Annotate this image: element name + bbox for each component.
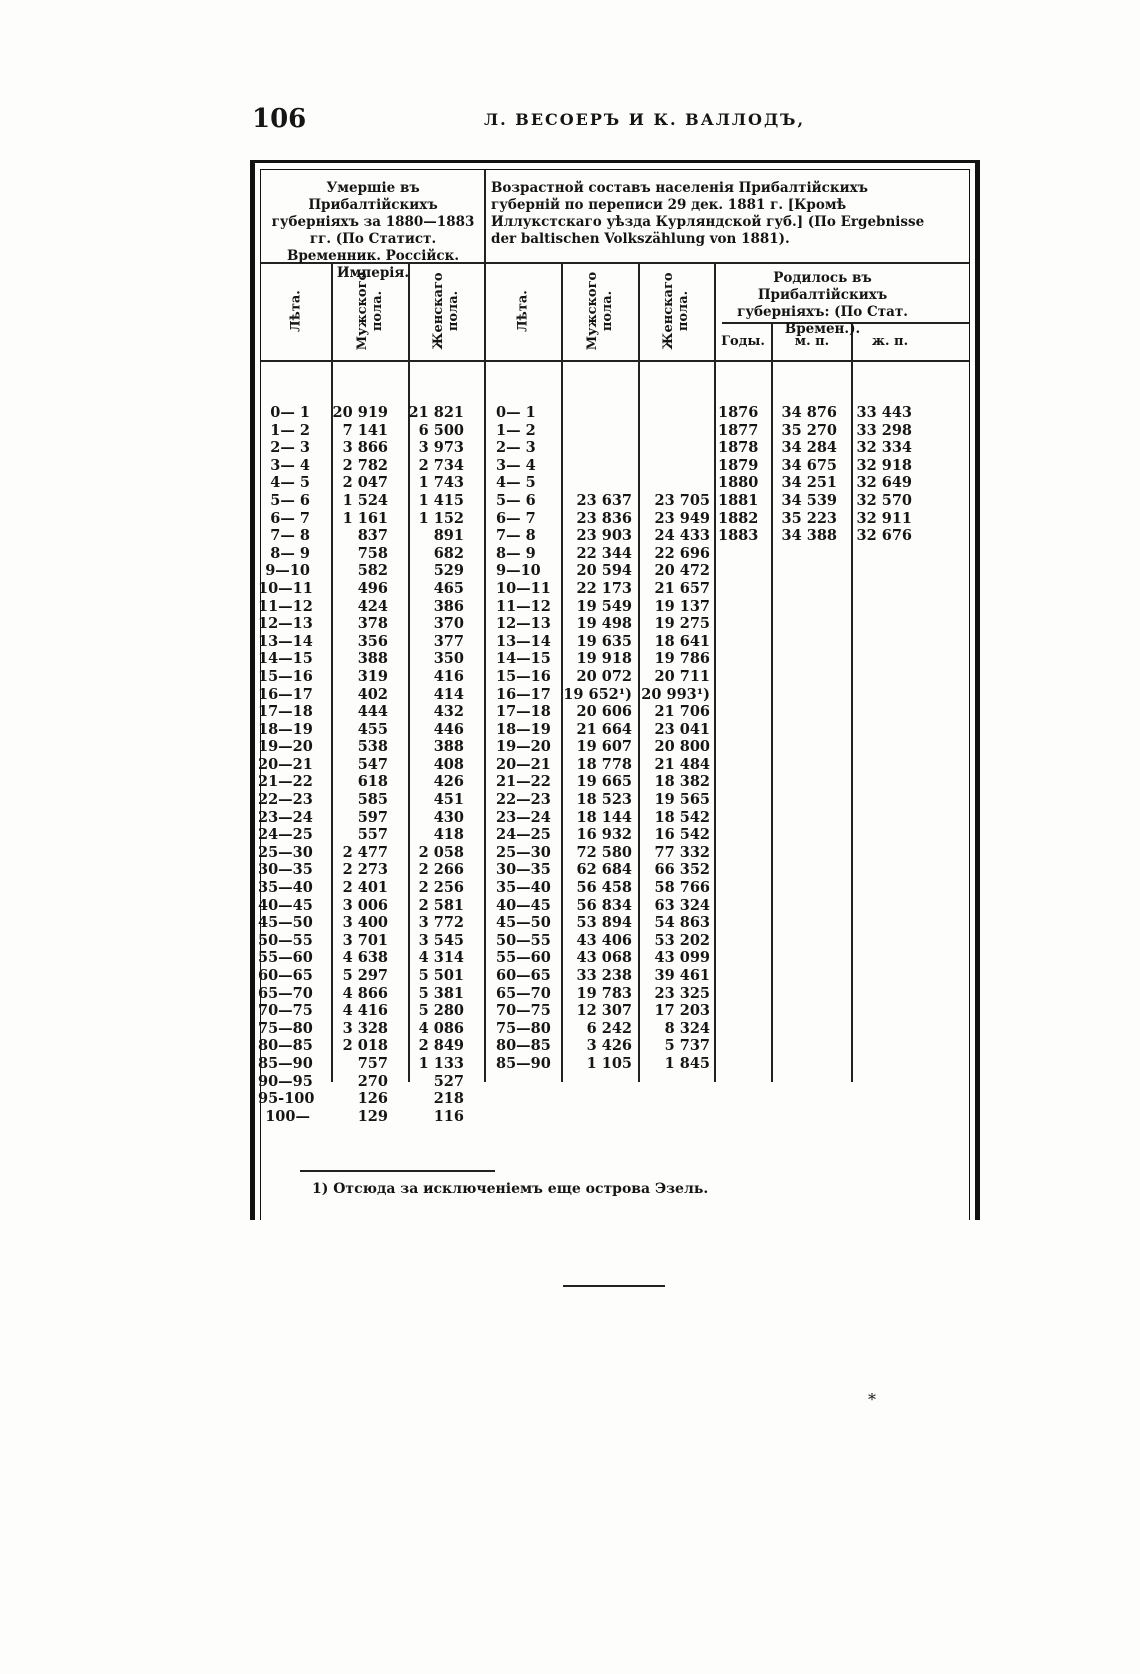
census-male-cell: 20 072 <box>576 667 632 685</box>
deaths-female-cell: 1 415 <box>418 491 464 509</box>
census-age-cell: 55—60 <box>496 949 551 967</box>
deaths-male-cell: 4 416 <box>342 1002 388 1020</box>
deaths-female-cell: 386 <box>433 597 464 615</box>
census-female-cell: 20 472 <box>654 562 710 580</box>
census-male-cell: 19 652¹) <box>563 685 632 703</box>
census-male-cell: 21 664 <box>576 720 632 738</box>
census-male-cell: 53 894 <box>576 914 632 932</box>
census-female-cell: 43 099 <box>654 949 710 967</box>
census-age-cell: 50—55 <box>496 931 551 949</box>
deaths-female-cell: 377 <box>433 632 464 650</box>
deaths-male-cell: 538 <box>357 738 388 756</box>
deaths-male-cell: 402 <box>357 685 388 703</box>
deaths-male-cell: 319 <box>357 667 388 685</box>
deaths-female-cell: 446 <box>433 720 464 738</box>
census-age-cell: 85—90 <box>496 1054 551 1072</box>
deaths-age-cell: 30—35 <box>258 861 313 879</box>
deaths-age-cell: 55—60 <box>258 949 313 967</box>
births-male-cell: 34 251 <box>781 474 837 492</box>
census-male-cell: 56 458 <box>576 879 632 897</box>
census-male-cell: 43 068 <box>576 949 632 967</box>
deaths-male-cell: 582 <box>357 562 388 580</box>
census-male-cell: 19 498 <box>576 615 632 633</box>
census-female-cell: 20 711 <box>654 667 710 685</box>
deaths-age-cell: 10—11 <box>258 579 313 597</box>
births-male-cell: 34 876 <box>781 404 837 421</box>
census-female-cell: 20 993¹) <box>641 685 710 703</box>
deaths-female-cell: 2 256 <box>418 879 464 897</box>
census-age-cell: 2— 3 <box>496 439 536 457</box>
census-female-cell: 58 766 <box>654 879 710 897</box>
births-title: Родилось въ Прибалтійскихъ губерніяхъ: (По Стат. Времен.). <box>737 270 908 337</box>
births-male-cell: 34 539 <box>781 491 837 509</box>
deaths-age-cell: 95-100 <box>258 1090 315 1108</box>
deaths-male-cell: 270 <box>357 1072 388 1090</box>
census-female-cell: 21 706 <box>654 703 710 721</box>
census-male-cell: 19 635 <box>576 632 632 650</box>
deaths-female-cell: 891 <box>433 527 464 545</box>
deaths-female-column <box>406 404 464 1125</box>
deaths-female-cell: 451 <box>433 791 464 809</box>
running-head: Л. ВЕСОЕРЪ И К. ВАЛЛОДЪ, <box>484 110 806 129</box>
deaths-male-cell: 126 <box>357 1090 388 1108</box>
deaths-age-cell: 19—20 <box>258 738 313 756</box>
deaths-female-cell: 5 381 <box>418 984 464 1002</box>
census-female-cell <box>638 474 710 492</box>
census-male-cell: 18 144 <box>576 808 632 826</box>
deaths-female-cell: 3 772 <box>418 914 464 932</box>
deaths-age-cell: 85—90 <box>258 1054 313 1072</box>
deaths-female-cell: 408 <box>433 755 464 773</box>
deaths-male-cell: 597 <box>357 808 388 826</box>
footnote: 1) Отсюда за исключеніемъ еще острова Эзель. <box>312 1181 709 1197</box>
births-male-cell: 34 675 <box>781 456 837 474</box>
census-male-cell <box>560 439 632 457</box>
deaths-male-cell: 3 866 <box>342 439 388 457</box>
births-year-cell: 1882 <box>718 509 759 527</box>
census-female-cell: 18 542 <box>654 808 710 826</box>
census-male-cell: 56 834 <box>576 896 632 914</box>
births-male-cell: 34 388 <box>781 527 837 545</box>
census-female-cell: 5 737 <box>664 1037 710 1055</box>
births-male-cell: 35 223 <box>781 509 837 527</box>
census-male-cell: 62 684 <box>576 861 632 879</box>
deaths-age-cell: 90—95 <box>258 1072 313 1090</box>
census-male-cell: 16 932 <box>576 826 632 844</box>
births-male-cell: 35 270 <box>781 421 837 439</box>
deaths-age-cell: 100— <box>265 1107 310 1125</box>
deaths-female-cell: 465 <box>433 579 464 597</box>
deaths-male-cell: 4 638 <box>342 949 388 967</box>
deaths-age-cell: 75—80 <box>258 1019 313 1037</box>
deaths-age-header: Лѣта. <box>288 290 304 332</box>
deaths-female-cell: 116 <box>433 1107 464 1125</box>
census-male-cell <box>560 457 632 475</box>
deaths-male-cell: 3 701 <box>342 931 388 949</box>
census-female-cell <box>638 422 710 440</box>
deaths-age-cell: 5— 6 <box>270 491 310 509</box>
census-male-cell: 6 242 <box>586 1019 632 1037</box>
census-age-cell: 24—25 <box>496 826 551 844</box>
births-male-column <box>775 404 837 545</box>
section-rule-2 <box>714 262 716 1082</box>
deaths-male-cell: 424 <box>357 597 388 615</box>
deaths-age-cell: 70—75 <box>258 1002 313 1020</box>
deaths-age-cell: 0— 1 <box>270 404 310 421</box>
births-year-cell: 1881 <box>718 491 759 509</box>
census-age-cell: 12—13 <box>496 615 551 633</box>
deaths-female-cell: 2 266 <box>418 861 464 879</box>
census-female-cell: 19 565 <box>654 791 710 809</box>
census-age-cell: 35—40 <box>496 879 551 897</box>
census-male-cell: 19 918 <box>576 650 632 668</box>
census-male-cell: 23 903 <box>576 527 632 545</box>
deaths-male-cell: 2 018 <box>342 1037 388 1055</box>
census-male-cell: 33 238 <box>576 967 632 984</box>
deaths-age-cell: 22—23 <box>258 791 313 809</box>
deaths-female-cell: 350 <box>433 650 464 668</box>
deaths-male-cell: 7 141 <box>342 421 388 439</box>
deaths-male-cell: 5 297 <box>342 967 388 984</box>
census-age-cell: 80—85 <box>496 1037 551 1055</box>
deaths-female-cell: 2 581 <box>418 896 464 914</box>
census-male-cell: 43 406 <box>576 931 632 949</box>
census-male-cell: 18 523 <box>576 791 632 809</box>
column-header-rule <box>261 360 969 362</box>
deaths-male-column <box>330 404 388 1125</box>
deaths-female-cell: 414 <box>433 685 464 703</box>
deaths-age-cell: 35—40 <box>258 879 313 897</box>
deaths-female-cell: 529 <box>433 562 464 580</box>
deaths-age-cell: 9—10 <box>265 562 310 580</box>
census-female-column <box>638 404 710 1073</box>
census-female-cell: 23 705 <box>654 491 710 509</box>
deaths-female-cell: 1 152 <box>418 509 464 527</box>
deaths-male-cell: 3 400 <box>342 914 388 932</box>
census-male-cell: 1 105 <box>586 1054 632 1072</box>
deaths-female-cell: 2 849 <box>418 1037 464 1055</box>
deaths-female-cell: 4 314 <box>418 949 464 967</box>
census-female-cell: 63 324 <box>654 896 710 914</box>
deaths-age-cell: 80—85 <box>258 1037 313 1055</box>
census-male-cell: 72 580 <box>576 843 632 861</box>
births-female-cell: 33 298 <box>856 421 912 439</box>
deaths-age-cell: 15—16 <box>258 667 313 685</box>
births-female-header: ж. п. <box>871 334 909 349</box>
births-year-cell: 1879 <box>718 456 759 474</box>
census-age-cell: 7— 8 <box>496 527 536 545</box>
deaths-male-cell: 2 273 <box>342 861 388 879</box>
births-female-cell: 32 918 <box>856 456 912 474</box>
deaths-male-cell: 758 <box>357 544 388 562</box>
deaths-male-cell: 129 <box>357 1107 388 1125</box>
deaths-male-cell: 757 <box>357 1054 388 1072</box>
census-female-cell <box>638 439 710 457</box>
census-female-cell: 1 845 <box>664 1054 710 1072</box>
census-male-cell: 19 549 <box>576 597 632 615</box>
births-year-cell: 1883 <box>718 527 759 545</box>
census-female-cell: 22 696 <box>654 544 710 562</box>
deaths-female-cell: 370 <box>433 615 464 633</box>
census-age-column <box>496 404 560 1073</box>
census-age-cell: 30—35 <box>496 861 551 879</box>
births-male-cell: 34 284 <box>781 439 837 457</box>
census-age-cell: 6— 7 <box>496 509 536 527</box>
census-age-cell: 5— 6 <box>496 491 536 509</box>
census-female-cell: 8 324 <box>664 1019 710 1037</box>
births-year-cell: 1880 <box>718 474 759 492</box>
census-male-cell: 19 665 <box>576 773 632 791</box>
census-age-cell: 13—14 <box>496 632 551 650</box>
deaths-female-cell: 1 133 <box>418 1054 464 1072</box>
census-age-cell: 19—20 <box>496 738 551 756</box>
births-year-cell: 1877 <box>718 421 759 439</box>
census-age-cell: 65—70 <box>496 984 551 1002</box>
deaths-female-cell: 388 <box>433 738 464 756</box>
census-age-cell: 18—19 <box>496 720 551 738</box>
end-rule <box>563 1285 665 1287</box>
deaths-age-cell: 40—45 <box>258 896 313 914</box>
deaths-male-header: Мужского пола. <box>355 271 385 351</box>
census-age-cell: 10—11 <box>496 579 551 597</box>
deaths-male-cell: 388 <box>357 650 388 668</box>
census-age-cell: 3— 4 <box>496 456 536 474</box>
deaths-male-cell: 444 <box>357 703 388 721</box>
deaths-female-cell: 3 545 <box>418 931 464 949</box>
deaths-age-cell: 18—19 <box>258 720 313 738</box>
deaths-female-cell: 426 <box>433 773 464 791</box>
census-age-cell: 17—18 <box>496 703 551 721</box>
deaths-male-cell: 4 866 <box>342 984 388 1002</box>
census-female-cell: 19 275 <box>654 615 710 633</box>
census-female-cell: 53 202 <box>654 931 710 949</box>
deaths-male-cell: 20 919 <box>332 404 388 421</box>
deaths-age-cell: 24—25 <box>258 826 313 844</box>
deaths-female-cell: 416 <box>433 667 464 685</box>
deaths-male-cell: 1 524 <box>342 491 388 509</box>
census-age-cell: 22—23 <box>496 791 551 809</box>
section-rule-1 <box>484 170 486 1082</box>
census-male-cell: 22 173 <box>576 579 632 597</box>
census-age-cell: 4— 5 <box>496 474 536 492</box>
deaths-male-cell: 557 <box>357 826 388 844</box>
census-age-cell: 8— 9 <box>496 544 536 562</box>
deaths-age-cell: 25—30 <box>258 843 313 861</box>
deaths-male-cell: 837 <box>357 527 388 545</box>
col-rule-5 <box>771 322 773 1082</box>
deaths-male-cell: 618 <box>357 773 388 791</box>
births-female-cell: 33 443 <box>856 404 912 421</box>
census-male-cell: 3 426 <box>586 1037 632 1055</box>
census-female-cell: 77 332 <box>654 843 710 861</box>
deaths-male-cell: 2 782 <box>342 456 388 474</box>
births-male-header: м. п. <box>794 334 830 349</box>
deaths-age-cell: 2— 3 <box>270 439 310 457</box>
census-age-cell: 70—75 <box>496 1002 551 1020</box>
deaths-age-cell: 60—65 <box>258 967 313 984</box>
census-age-header: Лѣта. <box>515 290 531 332</box>
deaths-female-cell: 430 <box>433 808 464 826</box>
deaths-age-cell: 65—70 <box>258 984 313 1002</box>
deaths-male-cell: 2 401 <box>342 879 388 897</box>
deaths-age-cell: 4— 5 <box>270 474 310 492</box>
births-female-cell: 32 334 <box>856 439 912 457</box>
census-male-header: Мужского пола. <box>585 271 615 351</box>
deaths-age-cell: 23—24 <box>258 808 313 826</box>
census-female-cell: 19 786 <box>654 650 710 668</box>
deaths-age-cell: 16—17 <box>258 685 313 703</box>
births-year-cell: 1878 <box>718 439 759 457</box>
census-female-cell <box>638 457 710 475</box>
census-female-cell <box>638 404 710 422</box>
census-female-cell: 39 461 <box>654 967 710 984</box>
census-female-cell: 21 657 <box>654 579 710 597</box>
deaths-female-cell: 5 501 <box>418 967 464 984</box>
deaths-male-cell: 496 <box>357 579 388 597</box>
census-female-cell: 66 352 <box>654 861 710 879</box>
census-male-cell: 20 594 <box>576 562 632 580</box>
census-female-cell: 24 433 <box>654 527 710 545</box>
births-year-header: Годы. <box>721 334 765 349</box>
census-male-cell: 19 607 <box>576 738 632 756</box>
census-male-cell: 20 606 <box>576 703 632 721</box>
deaths-male-cell: 356 <box>357 632 388 650</box>
deaths-age-cell: 45—50 <box>258 914 313 932</box>
census-male-cell <box>560 404 632 422</box>
footnote-rule <box>300 1170 495 1172</box>
census-male-column <box>560 404 632 1073</box>
births-female-cell: 32 911 <box>856 509 912 527</box>
deaths-age-cell: 20—21 <box>258 755 313 773</box>
deaths-male-cell: 547 <box>357 755 388 773</box>
deaths-female-cell: 2 734 <box>418 456 464 474</box>
deaths-age-cell: 17—18 <box>258 703 313 721</box>
births-female-cell: 32 676 <box>856 527 912 545</box>
census-female-cell: 20 800 <box>654 738 710 756</box>
census-female-cell: 18 641 <box>654 632 710 650</box>
births-year-column <box>718 404 768 545</box>
deaths-age-column <box>258 404 315 1125</box>
census-female-cell: 18 382 <box>654 773 710 791</box>
census-male-cell: 23 637 <box>576 491 632 509</box>
deaths-female-cell: 1 743 <box>418 474 464 492</box>
census-male-cell <box>560 422 632 440</box>
census-male-cell <box>560 474 632 492</box>
census-male-cell: 19 783 <box>576 984 632 1002</box>
census-male-cell: 18 778 <box>576 755 632 773</box>
census-male-cell: 12 307 <box>576 1002 632 1020</box>
births-female-cell: 32 649 <box>856 474 912 492</box>
census-age-cell: 75—80 <box>496 1019 551 1037</box>
census-female-cell: 54 863 <box>654 914 710 932</box>
census-age-cell: 14—15 <box>496 650 551 668</box>
deaths-male-cell: 2 047 <box>342 474 388 492</box>
deaths-female-cell: 5 280 <box>418 1002 464 1020</box>
census-age-cell: 25—30 <box>496 843 551 861</box>
deaths-age-cell: 13—14 <box>258 632 313 650</box>
census-female-header: Женскаго пола. <box>661 272 691 350</box>
census-female-cell: 23 325 <box>654 984 710 1002</box>
census-age-cell: 0— 1 <box>496 404 536 421</box>
deaths-female-cell: 21 821 <box>408 404 464 421</box>
stray-mark: * <box>868 1390 876 1409</box>
deaths-female-cell: 527 <box>433 1072 464 1090</box>
deaths-male-cell: 3 006 <box>342 896 388 914</box>
census-age-cell: 20—21 <box>496 755 551 773</box>
census-male-cell: 22 344 <box>576 544 632 562</box>
deaths-male-cell: 378 <box>357 615 388 633</box>
census-age-cell: 15—16 <box>496 667 551 685</box>
census-age-cell: 23—24 <box>496 808 551 826</box>
census-age-cell: 1— 2 <box>496 421 536 439</box>
census-title: Возрастной составъ населенія Прибалтійскихъ губерній по переписи 29 дек. 1881 г. [Кромѣ Иллукстскаго уѣзда Курляндской губ.] (По Ergebnisse der baltischen Volkszählung von 1881). <box>491 180 925 247</box>
census-male-cell: 23 836 <box>576 509 632 527</box>
deaths-age-cell: 12—13 <box>258 615 313 633</box>
deaths-female-cell: 3 973 <box>418 439 464 457</box>
census-female-cell: 23 949 <box>654 509 710 527</box>
deaths-female-cell: 432 <box>433 703 464 721</box>
deaths-age-cell: 8— 9 <box>270 544 310 562</box>
deaths-male-cell: 585 <box>357 791 388 809</box>
census-age-cell: 9—10 <box>496 562 541 580</box>
deaths-female-header: Женскаго пола. <box>431 272 461 350</box>
deaths-age-cell: 14—15 <box>258 650 313 668</box>
deaths-age-cell: 50—55 <box>258 931 313 949</box>
census-age-cell: 60—65 <box>496 967 551 984</box>
deaths-male-cell: 1 161 <box>342 509 388 527</box>
deaths-female-cell: 6 500 <box>418 421 464 439</box>
census-age-cell: 45—50 <box>496 914 551 932</box>
census-age-cell: 40—45 <box>496 896 551 914</box>
census-age-cell: 11—12 <box>496 597 551 615</box>
page-number: 106 <box>252 104 307 134</box>
census-female-cell: 21 484 <box>654 755 710 773</box>
births-female-cell: 32 570 <box>856 491 912 509</box>
census-female-cell: 16 542 <box>654 826 710 844</box>
census-female-cell: 17 203 <box>654 1002 710 1020</box>
deaths-age-cell: 21—22 <box>258 773 313 791</box>
births-year-cell: 1876 <box>718 404 759 421</box>
deaths-title: Умершіе въ Прибалтійскихъ губерніяхъ за 1880—1883 гг. (По Статист. Временник. Россійск. Имперія. <box>271 180 475 281</box>
births-female-column <box>850 404 912 545</box>
deaths-age-cell: 6— 7 <box>270 509 310 527</box>
deaths-male-cell: 455 <box>357 720 388 738</box>
deaths-age-cell: 3— 4 <box>270 456 310 474</box>
deaths-female-cell: 682 <box>433 544 464 562</box>
deaths-female-cell: 218 <box>433 1090 464 1108</box>
census-age-cell: 16—17 <box>496 685 551 703</box>
deaths-age-cell: 1— 2 <box>270 421 310 439</box>
deaths-female-cell: 2 058 <box>418 843 464 861</box>
census-female-cell: 23 041 <box>654 720 710 738</box>
deaths-female-cell: 418 <box>433 826 464 844</box>
census-female-cell: 19 137 <box>654 597 710 615</box>
deaths-male-cell: 2 477 <box>342 843 388 861</box>
census-age-cell: 21—22 <box>496 773 551 791</box>
deaths-age-cell: 11—12 <box>258 597 313 615</box>
deaths-male-cell: 3 328 <box>342 1019 388 1037</box>
deaths-female-cell: 4 086 <box>418 1019 464 1037</box>
deaths-age-cell: 7— 8 <box>270 527 310 545</box>
